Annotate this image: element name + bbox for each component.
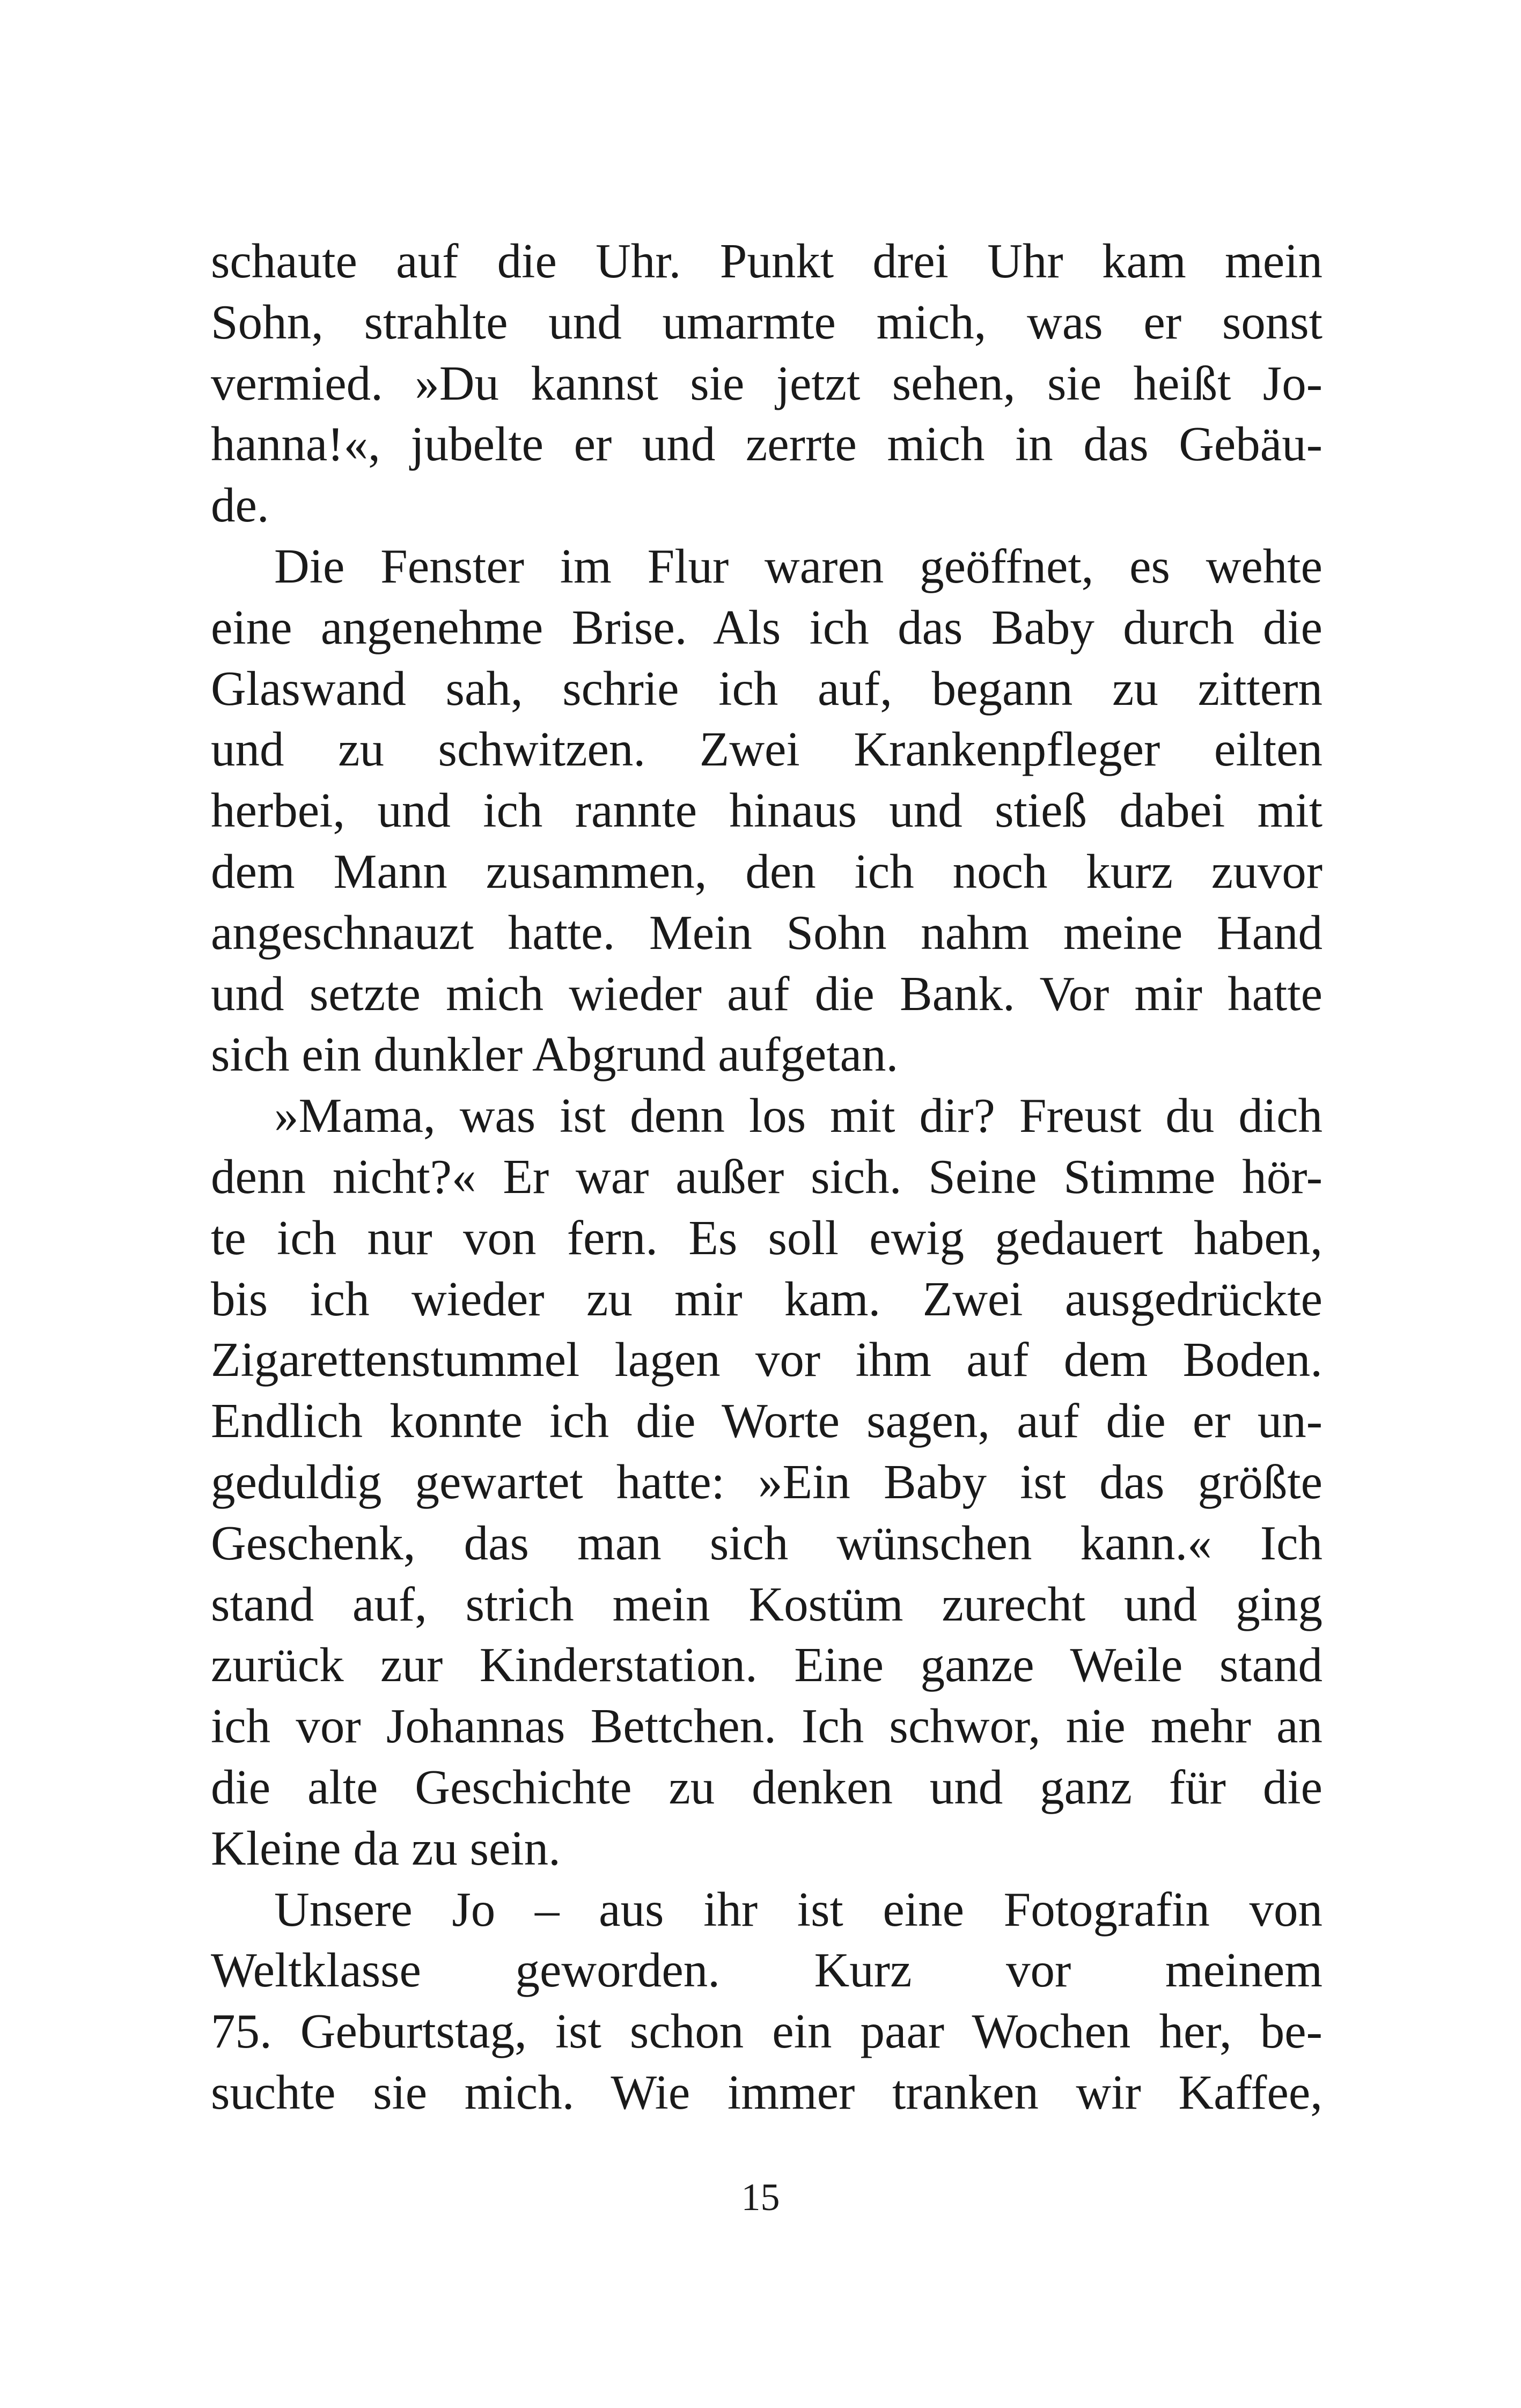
text-line: Weltklasse geworden. Kurz vor meinem xyxy=(211,1943,1322,1998)
text-line: schaute auf die Uhr. Punkt drei Uhr kam mein xyxy=(211,234,1322,288)
text-line: eine angenehme Brise. Als ich das Baby durch die xyxy=(211,600,1322,654)
text-line: Kleine da zu sein. xyxy=(211,1821,561,1875)
text-line: und setzte mich wieder auf die Bank. Vor mir hatte xyxy=(211,966,1322,1021)
text-line: die alte Geschichte zu denken und ganz für die xyxy=(211,1759,1322,1814)
text-line: te ich nur von fern. Es soll ewig gedauert haben, xyxy=(211,1210,1322,1265)
paragraph xyxy=(211,1879,1322,2123)
text-line: Unsere Jo – aus ihr ist eine Fotografin von xyxy=(274,1882,1322,1936)
text-line: »Mama, was ist denn los mit dir? Freust du dich xyxy=(274,1088,1322,1143)
text-line: bis ich wieder zu mir kam. Zwei ausgedrückte xyxy=(211,1271,1322,1326)
text-line: zurück zur Kinderstation. Eine ganze Weile stand xyxy=(211,1638,1322,1692)
text-line: vermied. »Du kannst sie jetzt sehen, sie heißt Jo- xyxy=(211,356,1322,410)
text-line: denn nicht?« Er war außer sich. Seine Stimme hör- xyxy=(211,1149,1322,1204)
text-line: Die Fenster im Flur waren geöffnet, es wehte xyxy=(274,539,1322,593)
text-line: Sohn, strahlte und umarmte mich, was er sonst xyxy=(211,294,1322,349)
text-line: hanna!«, jubelte er und zerrte mich in das Gebäu- xyxy=(211,417,1322,472)
text-line: Geschenk, das man sich wünschen kann.« Ich xyxy=(211,1515,1322,1570)
text-line: Zigarettenstummel lagen vor ihm auf dem Boden. xyxy=(211,1332,1322,1387)
page-number: 15 xyxy=(741,2176,780,2219)
text-line: 75. Geburtstag, ist schon ein paar Wochen her, be- xyxy=(211,2004,1322,2059)
text-line: herbei, und ich rannte hinaus und stieß dabei mit xyxy=(211,783,1322,838)
text-line: und zu schwitzen. Zwei Krankenpfleger eilten xyxy=(211,722,1322,777)
text-line: Endlich konnte ich die Worte sagen, auf die er un- xyxy=(211,1394,1322,1448)
text-line: Glaswand sah, schrie ich auf, begann zu zittern xyxy=(211,661,1322,716)
text-line: suchte sie mich. Wie immer tranken wir Kaffee, xyxy=(211,2065,1322,2119)
text-line: geduldig gewartet hatte: »Ein Baby ist das größte xyxy=(211,1454,1322,1509)
paragraph xyxy=(211,231,1322,536)
paragraph xyxy=(211,1085,1322,1879)
paragraph xyxy=(211,536,1322,1085)
text-line: stand auf, strich mein Kostüm zurecht und ging xyxy=(211,1577,1322,1631)
text-line: dem Mann zusammen, den ich noch kurz zuvor xyxy=(211,844,1322,899)
text-line: sich ein dunkler Abgrund aufgetan. xyxy=(211,1027,899,1082)
text-line: angeschnauzt hatte. Mein Sohn nahm meine Hand xyxy=(211,905,1322,960)
text-line: de. xyxy=(211,478,269,533)
body-text xyxy=(211,231,1322,2123)
text-line: ich vor Johannas Bettchen. Ich schwor, nie mehr an xyxy=(211,1699,1322,1754)
